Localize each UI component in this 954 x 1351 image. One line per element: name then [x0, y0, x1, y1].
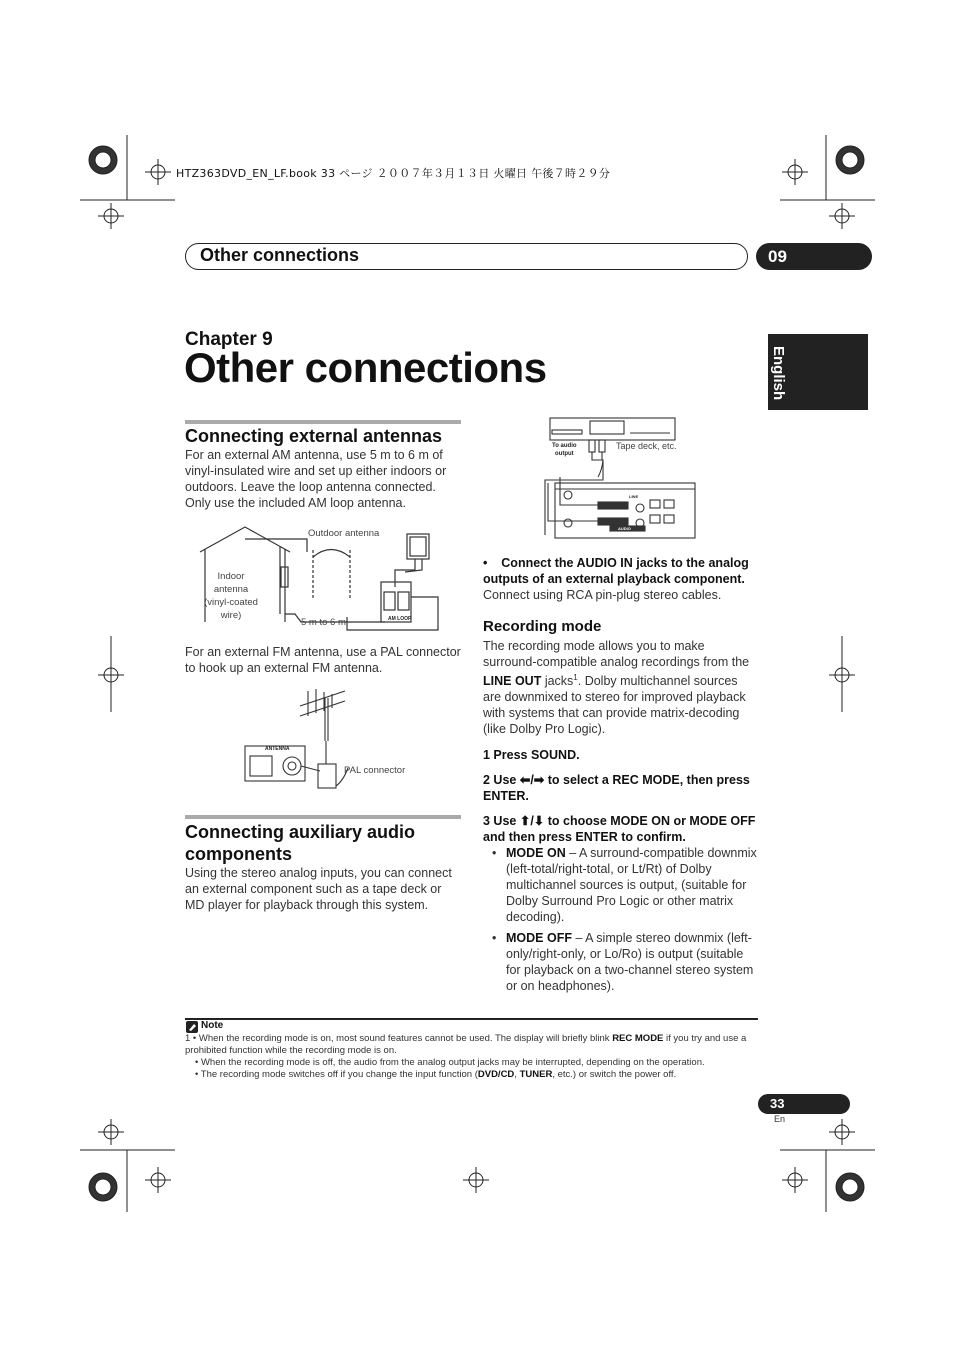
note-3-bold-2: TUNER — [519, 1069, 553, 1080]
note-label: Note — [201, 1020, 224, 1031]
fm-paragraph: For an external FM antenna, use a PAL connector to hook up an external FM antenna. — [185, 645, 461, 675]
antennas-heading: Connecting external antennas — [185, 426, 443, 446]
print-header: HTZ363DVD_EN_LF.book 33 ページ ２００７年３月１３日 火曜日 午後７時２９分 — [176, 167, 611, 180]
note-1-a: 1 • When the recording mode is on, most sound features cannot be used. The display will briefly blink — [185, 1033, 613, 1044]
note-item-1 — [185, 1033, 760, 1057]
language-tab-label: English — [770, 346, 787, 401]
note-item-2: • When the recording mode is off, the audio from the analog output jacks may be interrupted, depending on the operation. — [195, 1057, 705, 1068]
fig-indoor-caption — [198, 570, 264, 622]
language-tab — [768, 334, 868, 410]
rec-para-bold: LINE OUT — [483, 674, 542, 689]
note-item-3 — [195, 1069, 760, 1081]
auxiliary-paragraph: Using the stereo analog inputs, you can connect an external component such as a tape deck or MD player for playback through this system. — [185, 866, 452, 912]
fig-line-label: LINE — [629, 494, 639, 499]
step-3-a: 3 Use — [483, 814, 520, 828]
antennas-paragraph: For an external AM antenna, use 5 m to 6 m of vinyl-insulated wire and set up either indoors or outdoors. Leave the loop antenna connected. Only use the included AM loop antenna. — [185, 448, 447, 510]
mode-off-bold: MODE OFF — [506, 931, 572, 945]
recording-mode-paragraph — [483, 638, 759, 737]
left-right-arrows-icon: ⬅/➡ — [519, 773, 545, 787]
mode-on-bold: MODE ON — [506, 846, 566, 860]
mode-on-item: • MODE ON – A surround-compatible downmix (left-total/right-total, or Lt/Rt) of Dolby multichannel sources is output, (suitable for Dolby Surround Pro Logic or other matrix decoding). — [492, 846, 757, 924]
section-rule — [185, 420, 461, 424]
note-3-bold-1: DVD/CD — [477, 1069, 515, 1080]
chapter-title: Other connections — [184, 344, 547, 391]
fig-antenna-label: ANTENNA — [265, 746, 290, 752]
fig-length-label: 5 m to 6 m — [301, 617, 346, 628]
note-1-b: if you try and use a prohibited function while the recording mode is on. — [185, 1033, 747, 1056]
chapter-number-badge: 09 — [756, 243, 872, 270]
note-rule — [185, 1018, 758, 1020]
audio-in-bullet-text: Connect using RCA pin-plug stereo cables. — [483, 588, 722, 602]
audio-in-bullet: • Connect the AUDIO IN jacks to the analog outputs of an external playback component. — [483, 556, 749, 586]
fig-pal-label: PAL connector — [344, 765, 406, 776]
rec-para-a: The recording mode allows you to make surround-compatible analog recordings from the — [483, 639, 750, 669]
fig-tape-label: Tape deck, etc. — [616, 441, 677, 451]
note-3-a: • The recording mode switches off if you change the input function ( — [195, 1069, 478, 1080]
header-title: Other connections — [200, 245, 360, 265]
note-3-sep: , — [514, 1069, 520, 1080]
note-1-bold: REC MODE — [612, 1033, 664, 1044]
step-3 — [483, 813, 759, 845]
fig-outdoor-label: Outdoor antenna — [308, 528, 380, 539]
fig-indoor-line: Indoor — [217, 571, 245, 582]
fig-indoor-line: (vinyl-coated — [204, 597, 258, 608]
fig-indoor-line: wire) — [220, 610, 242, 621]
fig-to-audio-line: To audio — [552, 443, 577, 449]
step-2 — [483, 772, 759, 804]
fig-to-audio-line: output — [555, 451, 574, 457]
mode-off-text: – A simple stereo downmix (left-only/right-only, or Lo/Ro) is output (suitable for playback on a two-channel stereo system or on headphones). — [506, 931, 754, 993]
auxiliary-heading: Connecting auxiliary audio components — [185, 822, 416, 864]
rec-para-c: . Dolby multichannel sources are downmixed to stereo for improved playback with systems that can provide matrix-decoding (like Dolby Pro Logic). — [483, 674, 746, 737]
step-2-b: to select a REC MODE, then press ENTER. — [483, 773, 750, 803]
up-down-arrows-icon: ⬆/⬇ — [519, 814, 545, 828]
fm-antenna-diagram — [240, 686, 440, 796]
note-3-c: , etc.) or switch the power off. — [552, 1069, 677, 1080]
fig-audio-label: AUDIO — [618, 526, 631, 531]
step-2-a: 2 Use — [483, 773, 520, 787]
chapter-label: Chapter 9 — [185, 329, 273, 350]
note-icon — [186, 1021, 198, 1033]
page-lang: En — [774, 1114, 786, 1124]
rec-para-b: jacks — [541, 674, 574, 689]
audio-in-bullet-bold: Connect the AUDIO IN jacks to the analog outputs of an external playback component. — [483, 556, 749, 586]
fig-am-loop-label: AM LOOP — [388, 616, 412, 622]
recording-mode-heading: Recording mode — [483, 618, 602, 635]
fig-indoor-line: antenna — [213, 584, 249, 595]
section-rule — [185, 815, 461, 819]
footnote-ref: 1 — [573, 673, 578, 682]
page-number: 33 — [758, 1094, 850, 1114]
step-1: 1 Press SOUND. — [483, 748, 580, 762]
mode-on-text: – A surround-compatible downmix (left-total/right-total, or Lt/Rt) of Dolby multichannel sources is output, (suitable for Dolby Surround Pro Logic or other matrix decoding). — [506, 846, 757, 924]
mode-off-item: • MODE OFF – A simple stereo downmix (left-only/right-only, or Lo/Ro) is output (suitable for playback on a two-channel stereo system or on headphones). — [492, 931, 754, 993]
step-3-b: to choose MODE ON or MODE OFF and then press ENTER to confirm. — [483, 814, 756, 844]
tape-deck-diagram — [540, 415, 705, 545]
